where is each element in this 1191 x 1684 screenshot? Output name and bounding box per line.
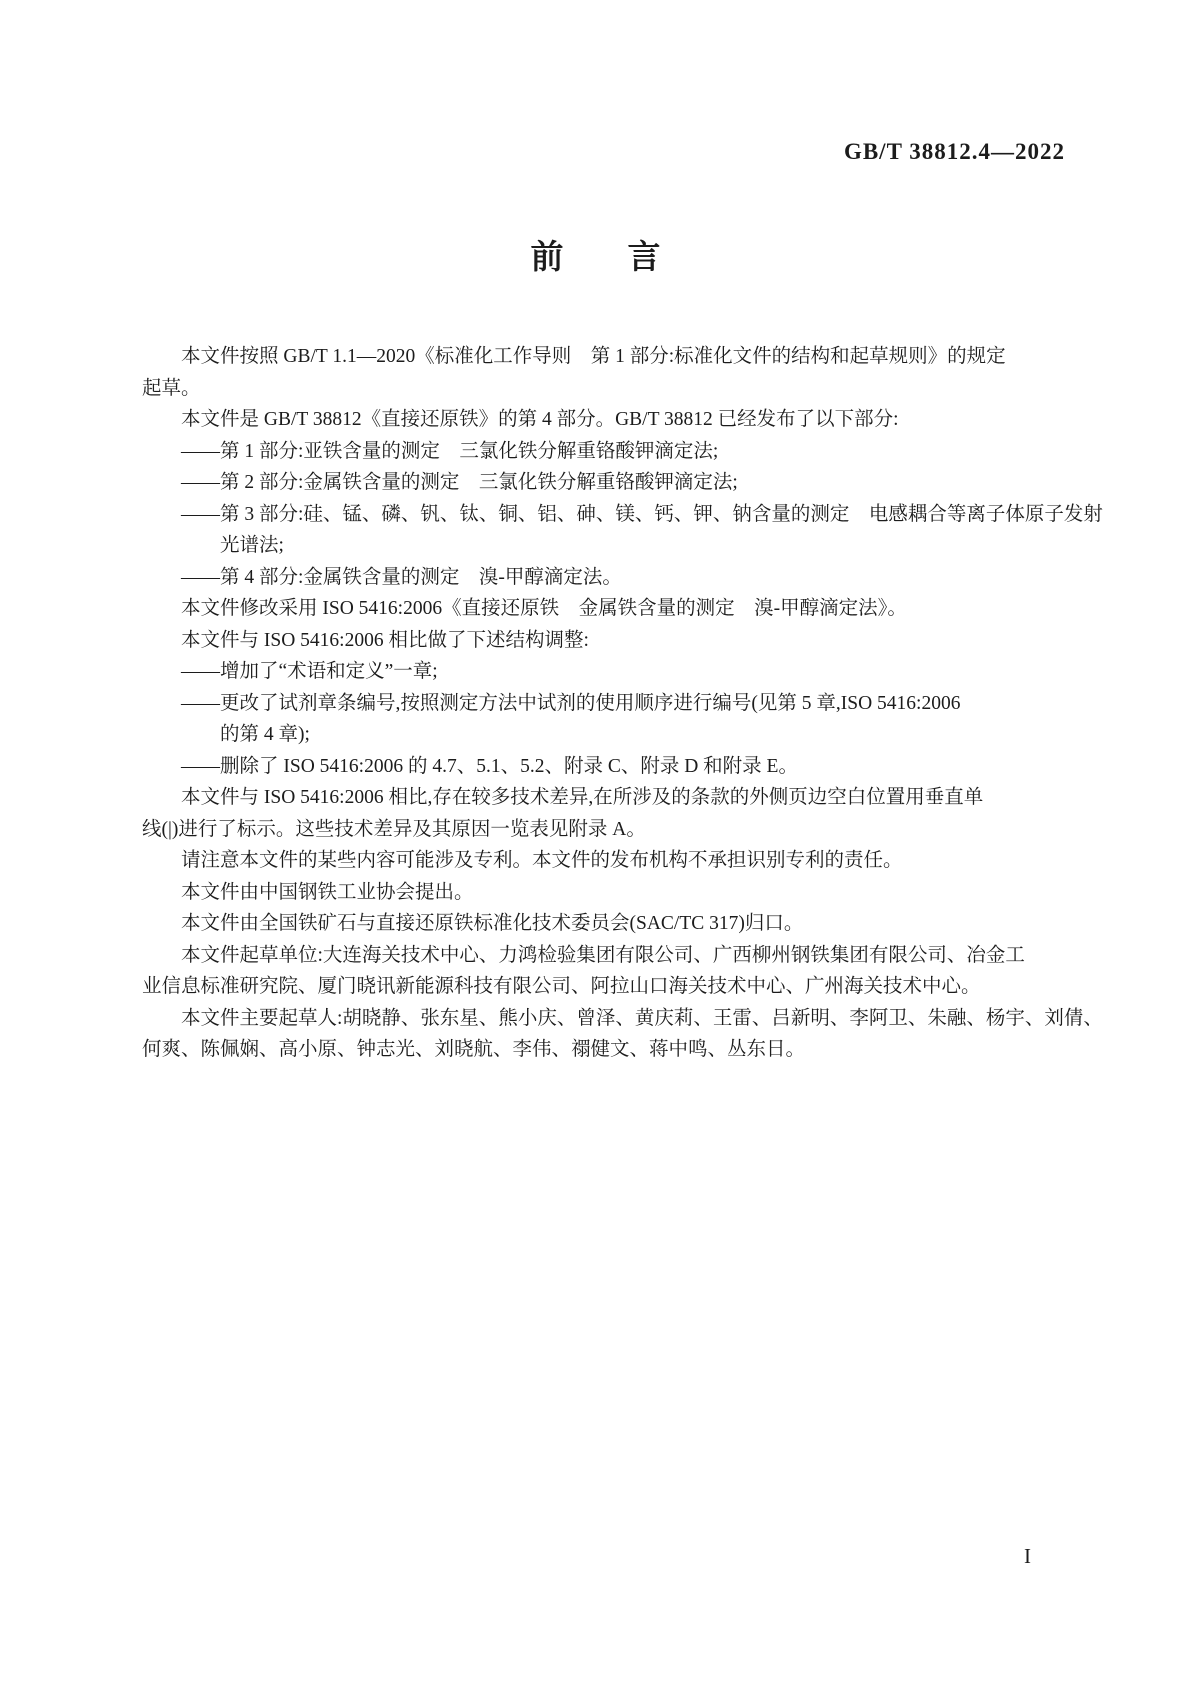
foreword-line: 本文件与 ISO 5416:2006 相比,存在较多技术差异,在所涉及的条款的外侧页边空白位置用垂直单 bbox=[181, 787, 984, 808]
foreword-line: 业信息标准研究院、厦门晓讯新能源科技有限公司、阿拉山口海关技术中心、广州海关技术中心。 bbox=[142, 976, 981, 997]
foreword-line: 本文件由中国钢铁工业协会提出。 bbox=[181, 881, 474, 903]
foreword-line: 线(|)进行了标示。这些技术差异及其原因一览表见附录 A。 bbox=[142, 818, 646, 840]
foreword-line: ——第 4 部分:金属铁含量的测定 溴-甲醇滴定法。 bbox=[181, 566, 622, 588]
foreword-line: 本文件与 ISO 5416:2006 相比做了下述结构调整: bbox=[181, 629, 589, 651]
foreword-line: 本文件起草单位:大连海关技术中心、力鸿检验集团有限公司、广西柳州钢铁集团有限公司、冶金工 bbox=[181, 944, 1025, 966]
foreword-line: 本文件主要起草人:胡晓静、张东星、熊小庆、曾泽、黄庆莉、王雷、吕新明、李阿卫、朱融、杨宇、刘倩、 bbox=[181, 1007, 1103, 1029]
foreword-line: 请注意本文件的某些内容可能涉及专利。本文件的发布机构不承担识别专利的责任。 bbox=[181, 850, 903, 871]
foreword-line: ——更改了试剂章条编号,按照测定方法中试剂的使用顺序进行编号(见第 5 章,ISO 5416:2006 bbox=[181, 692, 961, 714]
foreword-line: 光谱法; bbox=[220, 535, 284, 556]
page-number: I bbox=[1024, 1544, 1031, 1568]
title-char-1: 前 bbox=[530, 238, 564, 275]
foreword-body bbox=[142, 341, 1103, 1066]
foreword-line: ——第 1 部分:亚铁含量的测定 三氯化铁分解重铬酸钾滴定法; bbox=[181, 440, 719, 462]
foreword-line: 本文件修改采用 ISO 5416:2006《直接还原铁 金属铁含量的测定 溴-甲醇滴定法》。 bbox=[181, 598, 907, 619]
foreword-line: 本文件是 GB/T 38812《直接还原铁》的第 4 部分。GB/T 38812 已经发布了以下部分: bbox=[181, 409, 899, 430]
foreword-line: ——删除了 ISO 5416:2006 的 4.7、5.1、5.2、附录 C、附录 D 和附录 E。 bbox=[181, 755, 798, 777]
standard-code: GB/T 38812.4—2022 bbox=[843, 139, 1065, 164]
foreword-line: ——第 3 部分:硅、锰、磷、钒、钛、铜、铝、砷、镁、钙、钾、钠含量的测定 电感耦合等离子体原子发射 bbox=[181, 503, 1103, 525]
foreword-line: 起草。 bbox=[142, 377, 201, 399]
page-title bbox=[0, 238, 1191, 276]
foreword-line: 本文件由全国铁矿石与直接还原铁标准化技术委员会(SAC/TC 317)归口。 bbox=[181, 913, 804, 934]
foreword-line: 何爽、陈佩娴、高小原、钟志光、刘晓航、李伟、禤健文、蒋中鸣、丛东日。 bbox=[142, 1039, 806, 1060]
foreword-line: ——增加了“术语和定义”一章; bbox=[181, 661, 438, 682]
foreword-line: 的第 4 章); bbox=[220, 724, 310, 745]
foreword-line: ——第 2 部分:金属铁含量的测定 三氯化铁分解重铬酸钾滴定法; bbox=[181, 472, 738, 493]
foreword-line: 本文件按照 GB/T 1.1—2020《标准化工作导则 第 1 部分:标准化文件的结构和起草规则》的规定 bbox=[181, 346, 1006, 367]
title-char-2: 言 bbox=[627, 238, 661, 275]
